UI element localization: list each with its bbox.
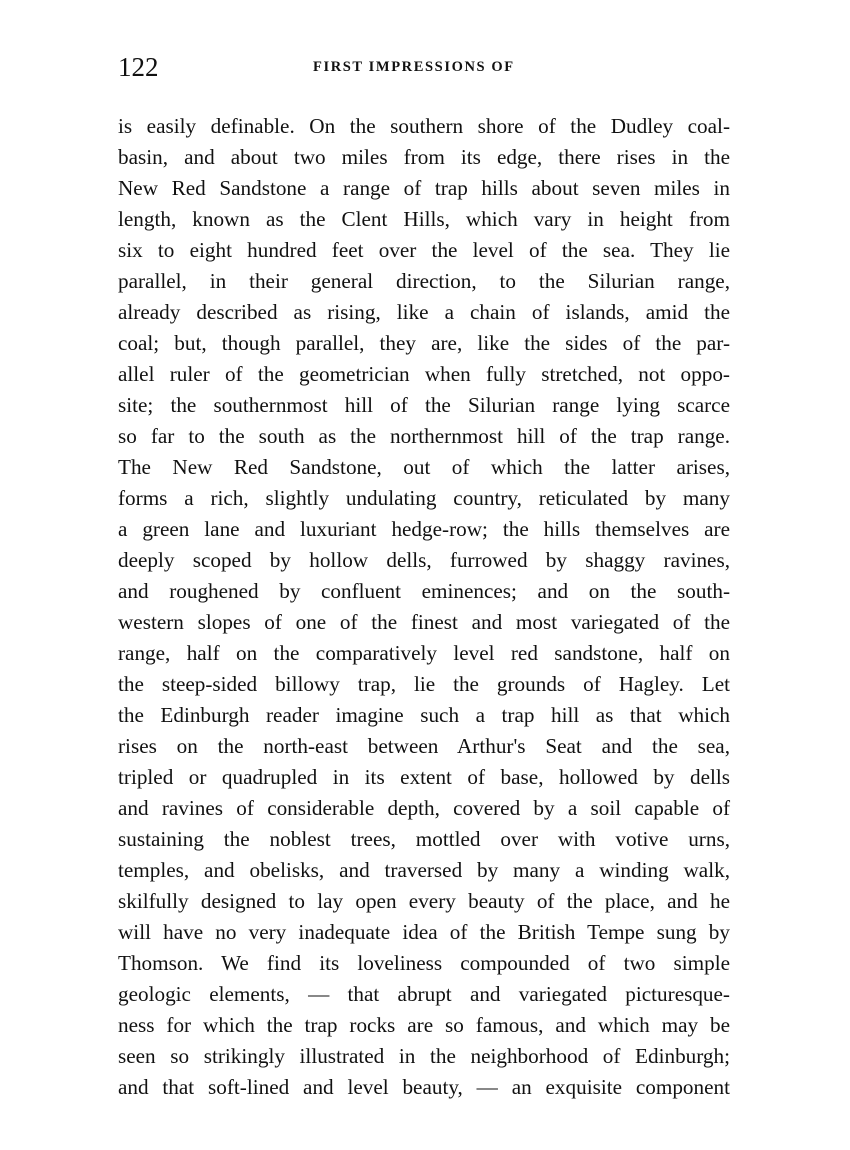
page-header (118, 50, 730, 84)
text-line: coal; but, though parallel, they are, like the sides of the par- (118, 331, 730, 355)
text-line: basin, and about two miles from its edge, there rises in the (118, 145, 730, 169)
text-line: Thomson. We find its loveliness compounded of two simple (118, 951, 730, 975)
text-line: already described as rising, like a chain of islands, amid the (118, 300, 730, 324)
text-line: ness for which the trap rocks are so famous, and which may be (118, 1013, 730, 1037)
text-line: so far to the south as the northernmost hill of the trap range. (118, 424, 730, 448)
text-line: site; the southernmost hill of the Silurian range lying scarce (118, 393, 730, 417)
text-line: rises on the north-east between Arthur's Seat and the sea, (118, 734, 730, 758)
text-line: the Edinburgh reader imagine such a trap hill as that which (118, 703, 730, 727)
text-line: geologic elements, — that abrupt and variegated picturesque- (118, 982, 730, 1006)
page-number: 122 (118, 52, 159, 82)
text-line: sustaining the noblest trees, mottled over with votive urns, (118, 827, 730, 851)
text-line: New Red Sandstone a range of trap hills about seven miles in (118, 176, 730, 200)
body-text (118, 111, 730, 1103)
text-line: and ravines of considerable depth, covered by a soil capable of (118, 796, 730, 820)
text-line: seen so strikingly illustrated in the neighborhood of Edinburgh; (118, 1044, 730, 1068)
text-line: tripled or quadrupled in its extent of base, hollowed by dells (118, 765, 730, 789)
text-line: a green lane and luxuriant hedge-row; the hills themselves are (118, 517, 730, 541)
text-line: length, known as the Clent Hills, which vary in height from (118, 207, 730, 231)
text-line: will have no very inadequate idea of the British Tempe sung by (118, 920, 730, 944)
text-line: range, half on the comparatively level red sandstone, half on (118, 641, 730, 665)
text-line: six to eight hundred feet over the level of the sea. They lie (118, 238, 730, 262)
text-line: forms a rich, slightly undulating country, reticulated by many (118, 486, 730, 510)
text-line: The New Red Sandstone, out of which the latter arises, (118, 455, 730, 479)
text-line: the steep-sided billowy trap, lie the grounds of Hagley. Let (118, 672, 730, 696)
text-line: western slopes of one of the finest and most variegated of the (118, 610, 730, 634)
text-line: and that soft-lined and level beauty, — an exquisite component (118, 1075, 730, 1099)
text-line: skilfully designed to lay open every beauty of the place, and he (118, 889, 730, 913)
text-line: is easily definable. On the southern shore of the Dudley coal- (118, 114, 730, 138)
text-line: deeply scoped by hollow dells, furrowed by shaggy ravines, (118, 548, 730, 572)
running-head: FIRST IMPRESSIONS OF (313, 59, 515, 75)
text-line: and roughened by confluent eminences; and on the south- (118, 579, 730, 603)
text-line: temples, and obelisks, and traversed by many a winding walk, (118, 858, 730, 882)
text-line: allel ruler of the geometrician when fully stretched, not oppo- (118, 362, 730, 386)
text-line: parallel, in their general direction, to the Silurian range, (118, 269, 730, 293)
